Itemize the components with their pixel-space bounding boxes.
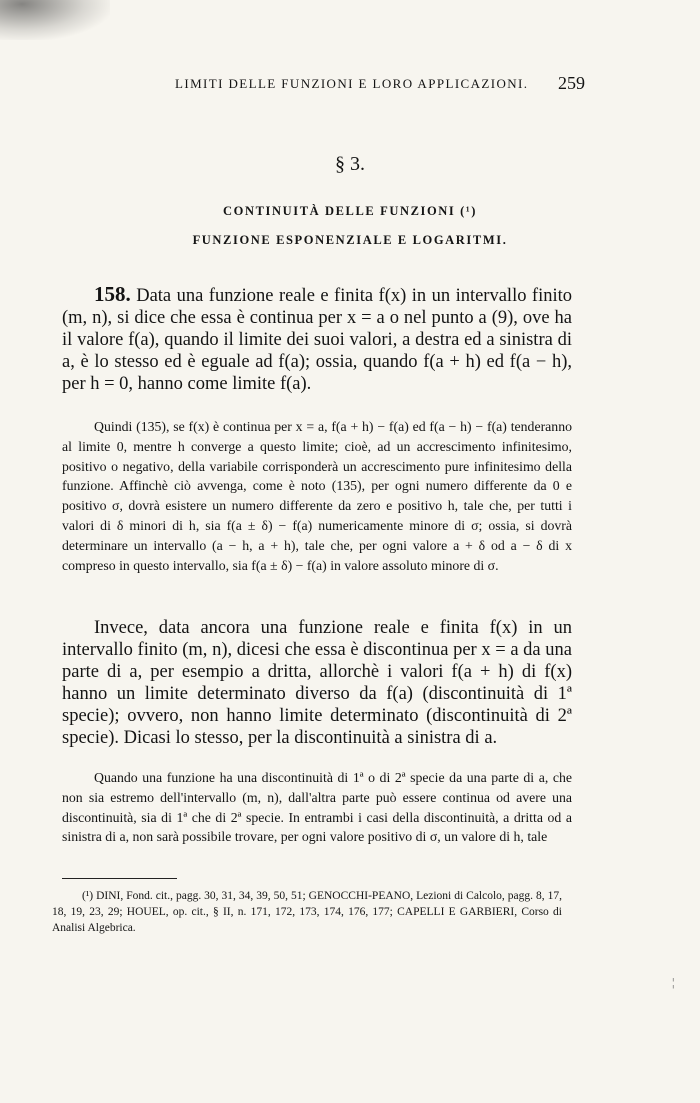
paragraph-text: Data una funzione reale e finita f(x) in un intervallo finito (m, n), si dice che essa è continua per x = a o nel punto a (9), ove ha il valore f(a), quando il limite dei suoi valori, a destra ed a sinistra di a, è lo stesso ed è eguale ad f(a); ossia, quando f(a + h) ed f(a − h), per h = 0, hanno come limite f(a).	[62, 286, 573, 394]
footnote	[52, 888, 562, 936]
footnote-text: (¹) DINI, Fond. cit., pagg. 30, 31, 34, 39, 50, 51; GENOCCHI-PEANO, Lezioni di Calcolo, pagg. 8, 17, 18, 19, 23, 29; HOUEL, op. cit., § II, n. 171, 172, 173, 174, 176, 177; CAPELLI E GARBIERI, Corso di Analisi Algebrica.	[52, 890, 562, 934]
section-subtitle-continuity: CONTINUITÀ DELLE FUNZIONI (¹)	[223, 204, 477, 218]
paragraph-small-continuity	[62, 417, 572, 575]
paragraph-text: Invece, data ancora una funzione reale e finita f(x) in un intervallo finito (m, n), dicesi che essa è discontinua per x = a da una parte di a, per esempio a dritta, allorchè i valori f(a + h) di f(x) hanno un limite determinato diverso da f(a) (discontinuità di 1ª specie); ovvero, non hanno limite determinato (discontinuità di 2ª specie). Dicasi lo stesso, per la discontinuità a sinistra di a.	[62, 618, 572, 748]
paragraph-discontinuity	[62, 617, 572, 749]
page-number: 259	[558, 73, 585, 93]
section-subtitle-exponential: FUNZIONE ESPONENZIALE E LOGARITMI.	[192, 233, 508, 247]
scan-smudge	[0, 0, 110, 40]
margin-mark: ¦	[672, 975, 675, 989]
running-header: LIMITI DELLE FUNZIONI E LORO APPLICAZIONI.	[175, 76, 529, 91]
footnote-rule	[62, 878, 177, 879]
paragraph-small-discontinuity	[62, 768, 572, 847]
section-heading: § 3.	[335, 153, 365, 175]
paragraph-text: Quando una funzione ha una discontinuità di 1ª o di 2ª specie da una parte di a, che non sia estremo dell'intervallo (m, n), dall'altra parte può essere continua od avere una discontinuità, sia di 1ª che di 2ª specie. In entrambi i casi della discontinuità, a dritta od a sinistra di a, non sarà possibile trovare, per ogni valore positivo di σ, un valore di h, tale	[62, 770, 572, 845]
paragraph-number: 158.	[94, 282, 131, 306]
paragraph-158	[62, 283, 572, 395]
paragraph-text: Quindi (135), se f(x) è continua per x = a, f(a + h) − f(a) ed f(a − h) − f(a) tenderanno al limite 0, mentre h converge a questo limite; cioè, ad un accrescimento infinitesimo, positivo o negativo, della variabile corrisponderà un accrescimento pure infinitesimo della funzione. Affinchè ciò avvenga, come è noto (135), per ogni numero differente da 0 e positivo σ, dovrà esistere un numero differente da zero e positivo h, tale che, per tutti i valori di δ minori di h, sia f(a ± δ) − f(a) numericamente minore di σ; ossia, si dovrà determinare un intervallo (a − h, a + h), tale che, per ogni valore a + δ od a − δ di x compreso in questo intervallo, sia f(a ± δ) − f(a) in valore assoluto minore di σ.	[62, 419, 572, 573]
